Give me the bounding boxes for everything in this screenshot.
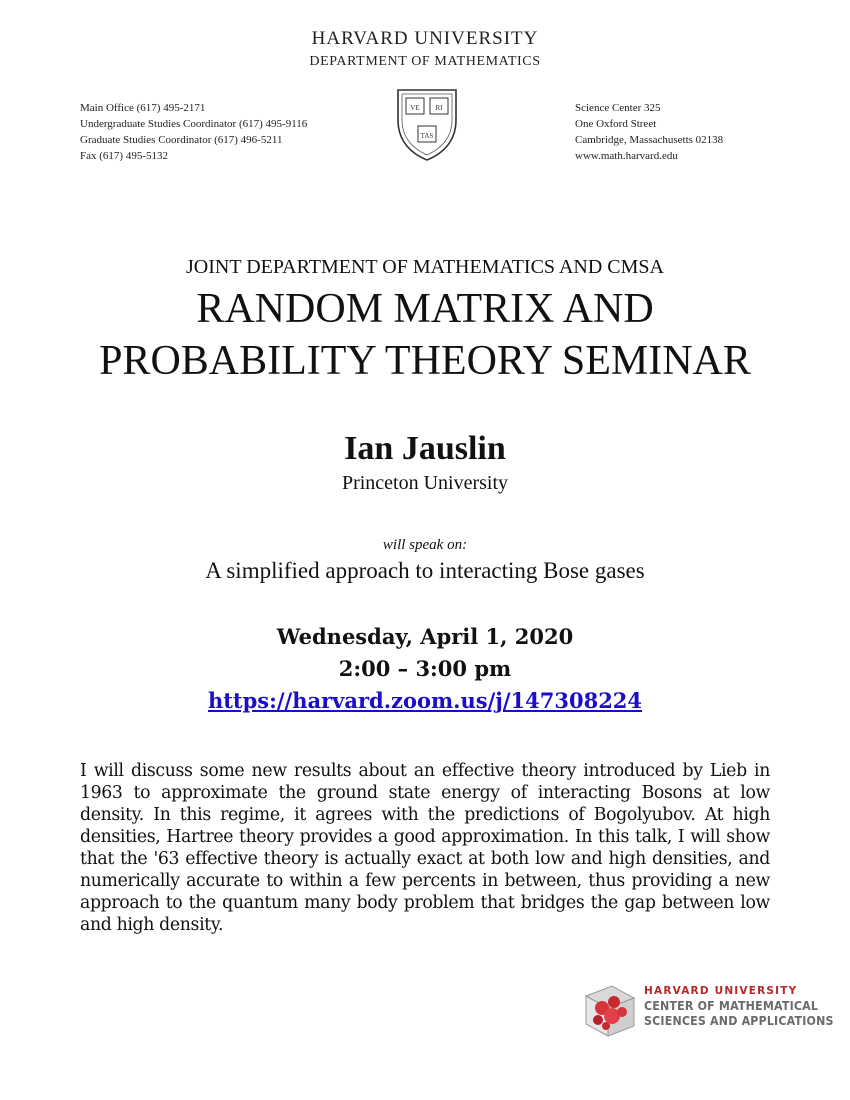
seminar-title bbox=[0, 283, 850, 387]
joint-department-line: JOINT DEPARTMENT OF MATHEMATICS AND CMSA bbox=[186, 256, 664, 278]
abstract: I will discuss some new results about an effective theory introduced by Lieb in 1963 to approximate the ground state energy of interacting Bosons at low density. In this regime, it agrees with the predictions of Bogolyubov. At high densities, Hartree theory provides a good approximation. In this talk, I will show that the '63 effective theory is actually exact at both low and high densities, and numerically accurate to within a few percents in between, thus providing a new approach to the quantum many body problem that bridges the gap between low and high density. bbox=[80, 761, 770, 935]
cmsa-logo-line1: HARVARD UNIVERSITY bbox=[644, 985, 798, 997]
contact-grad-coordinator: Graduate Studies Coordinator (617) 496-5211 bbox=[80, 134, 283, 146]
shield-text-ri: RI bbox=[435, 104, 443, 112]
harvard-shield-logo bbox=[394, 86, 460, 162]
contact-fax: Fax (617) 495-5132 bbox=[80, 150, 168, 162]
seminar-title-line1: RANDOM MATRIX AND bbox=[196, 286, 654, 332]
will-speak-label: will speak on: bbox=[382, 537, 468, 553]
university-name: HARVARD UNIVERSITY bbox=[311, 28, 539, 49]
address-building: Science Center 325 bbox=[575, 102, 661, 114]
cmsa-logo-line2: CENTER OF MATHEMATICAL bbox=[644, 999, 819, 1013]
zoom-link[interactable]: https://harvard.zoom.us/j/147308224 bbox=[207, 688, 643, 713]
speaker-affiliation: Princeton University bbox=[341, 472, 509, 494]
cmsa-cube-icon bbox=[578, 978, 640, 1040]
speaker-name: Ian Jauslin bbox=[344, 430, 506, 467]
shield-text-tas: TAS bbox=[420, 132, 434, 140]
contact-main-office: Main Office (617) 495-2171 bbox=[80, 102, 206, 114]
shield-text-ve: VE bbox=[410, 104, 420, 112]
department-website: www.math.harvard.edu bbox=[575, 150, 678, 162]
cmsa-logo-line3: SCIENCES AND APPLICATIONS bbox=[644, 1014, 834, 1028]
event-date: Wednesday, April 1, 2020 bbox=[276, 624, 574, 649]
event-time: 2:00 – 3:00 pm bbox=[338, 656, 512, 681]
contact-undergrad-coordinator: Undergraduate Studies Coordinator (617) 495-9116 bbox=[80, 118, 308, 130]
seminar-title-line2: PROBABILITY THEORY SEMINAR bbox=[99, 338, 751, 384]
contact-info-right bbox=[575, 100, 723, 164]
address-city: Cambridge, Massachusetts 02138 bbox=[575, 134, 724, 146]
talk-title: A simplified approach to interacting Bose gases bbox=[205, 558, 645, 583]
contact-info-left bbox=[80, 100, 307, 164]
cmsa-logo-text bbox=[644, 984, 850, 1029]
department-name: DEPARTMENT OF MATHEMATICS bbox=[309, 54, 541, 69]
zoom-link-container bbox=[0, 688, 850, 713]
address-street: One Oxford Street bbox=[575, 118, 657, 130]
